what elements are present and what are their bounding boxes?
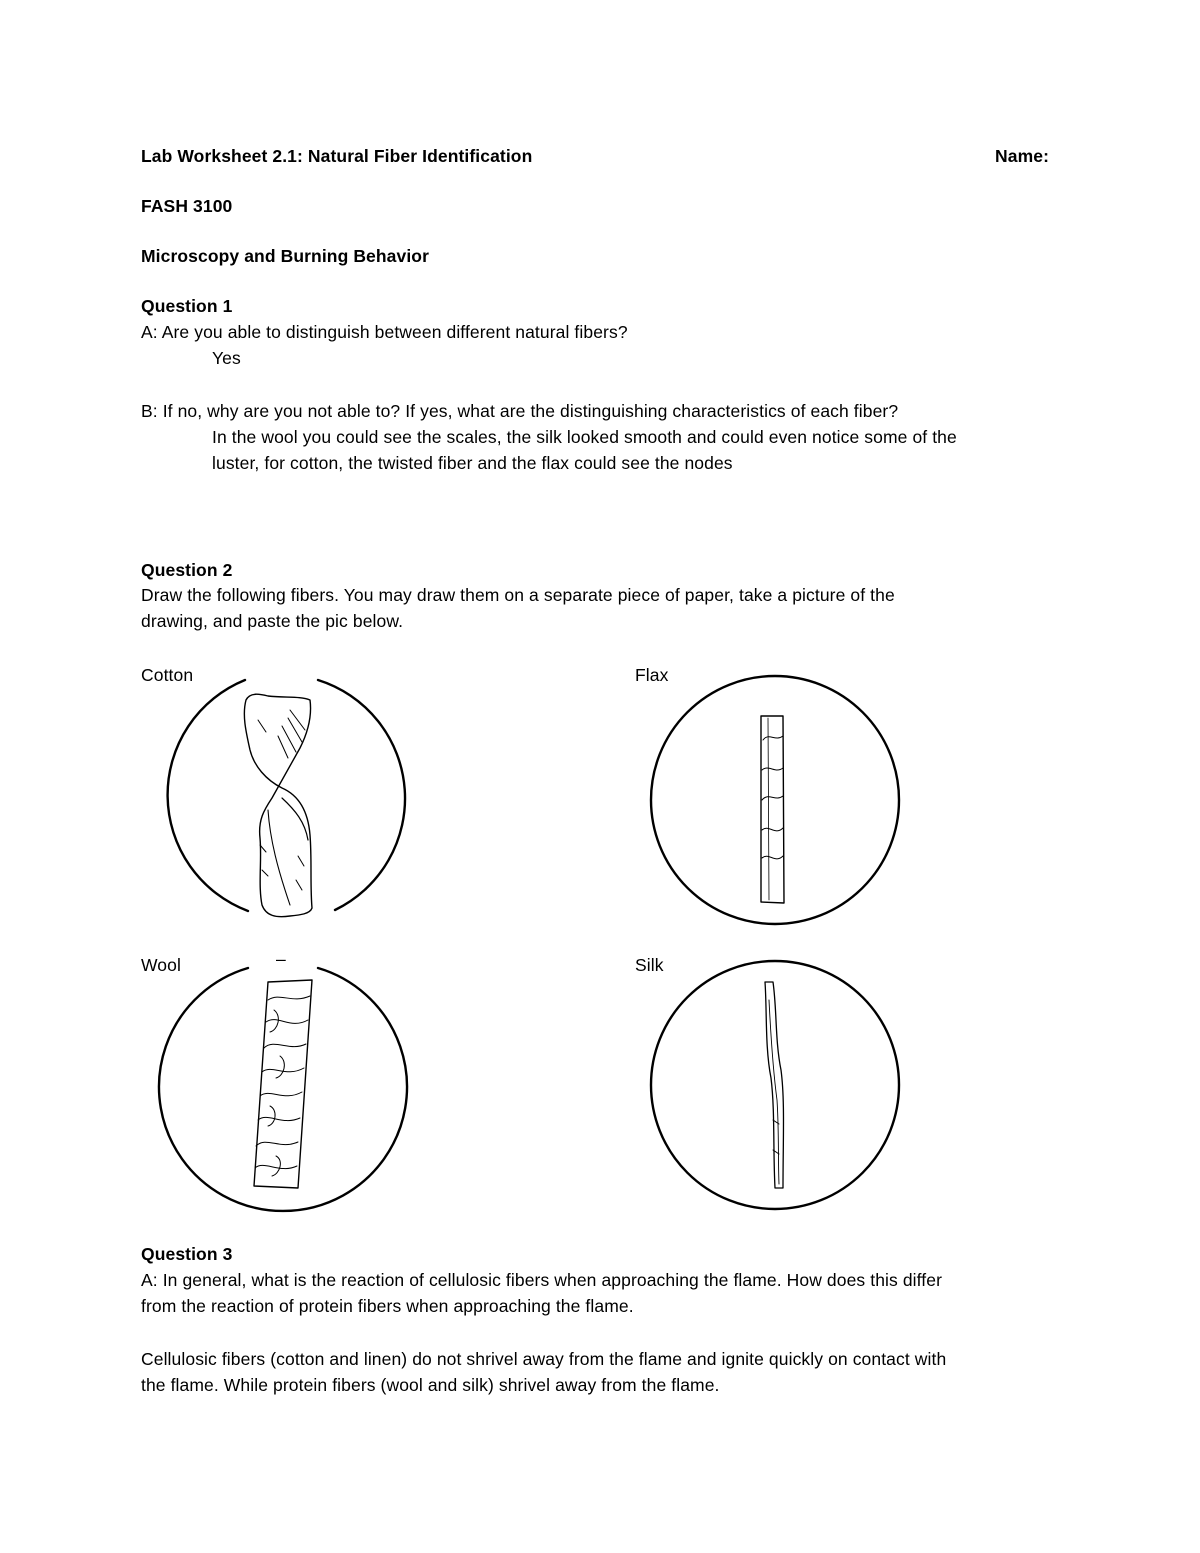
- wool-fiber-drawing: [150, 960, 415, 1215]
- worksheet-title: Lab Worksheet 2.1: Natural Fiber Identification: [141, 146, 533, 166]
- question-2-prompt-line-2: drawing, and paste the pic below.: [141, 611, 404, 631]
- question-2-heading: Question 2: [141, 560, 233, 580]
- question-1-heading: Question 1: [141, 296, 233, 316]
- question-3-heading: Question 3: [141, 1244, 233, 1264]
- wool-fiber-outline: [254, 980, 312, 1188]
- question-3-prompt-line-1: A: In general, what is the reaction of cellulosic fibers when approaching the flame. How does this differ: [141, 1270, 943, 1290]
- question-1b-answer-line-1: In the wool you could see the scales, the silk looked smooth and could even notice some of the: [212, 427, 957, 447]
- silk-label: Silk: [635, 955, 664, 975]
- flax-fiber-outline: [761, 716, 784, 903]
- question-2-prompt-line-1: Draw the following fibers. You may draw them on a separate piece of paper, take a picture of the: [141, 585, 895, 605]
- question-3-answer-line-2: the flame. While protein fibers (wool and silk) shrivel away from the flame.: [141, 1375, 720, 1395]
- cotton-view-circle-right: [318, 680, 405, 910]
- cotton-fiber-outline: [244, 694, 312, 916]
- wool-view-circle: [159, 968, 407, 1211]
- question-3-answer-line-1: Cellulosic fibers (cotton and linen) do not shrivel away from the flame and ignite quickly on contact with: [141, 1349, 947, 1369]
- flax-view-circle: [651, 676, 899, 924]
- flax-fiber-drawing: [645, 670, 910, 925]
- question-1b-answer-line-2: luster, for cotton, the twisted fiber and the flax could see the nodes: [212, 453, 733, 473]
- question-1b-prompt: B: If no, why are you not able to? If yes, what are the distinguishing characteristics of each fiber?: [141, 401, 899, 421]
- wool-label: Wool: [141, 955, 181, 975]
- question-1a-prompt: A: Are you able to distinguish between different natural fibers?: [141, 322, 628, 342]
- stray-mark: –: [276, 949, 286, 969]
- flax-label: Flax: [635, 665, 669, 685]
- course-code: FASH 3100: [141, 196, 233, 216]
- cotton-fiber-drawing: [150, 670, 415, 925]
- question-3-prompt-line-2: from the reaction of protein fibers when approaching the flame.: [141, 1296, 634, 1316]
- cotton-view-circle: [168, 680, 248, 911]
- question-1a-answer: Yes: [212, 348, 241, 368]
- section-heading: Microscopy and Burning Behavior: [141, 246, 430, 266]
- silk-fiber-drawing: [645, 960, 910, 1215]
- name-label: Name:: [995, 146, 1049, 166]
- silk-fiber-outline: [765, 982, 784, 1188]
- cotton-label: Cotton: [141, 665, 194, 685]
